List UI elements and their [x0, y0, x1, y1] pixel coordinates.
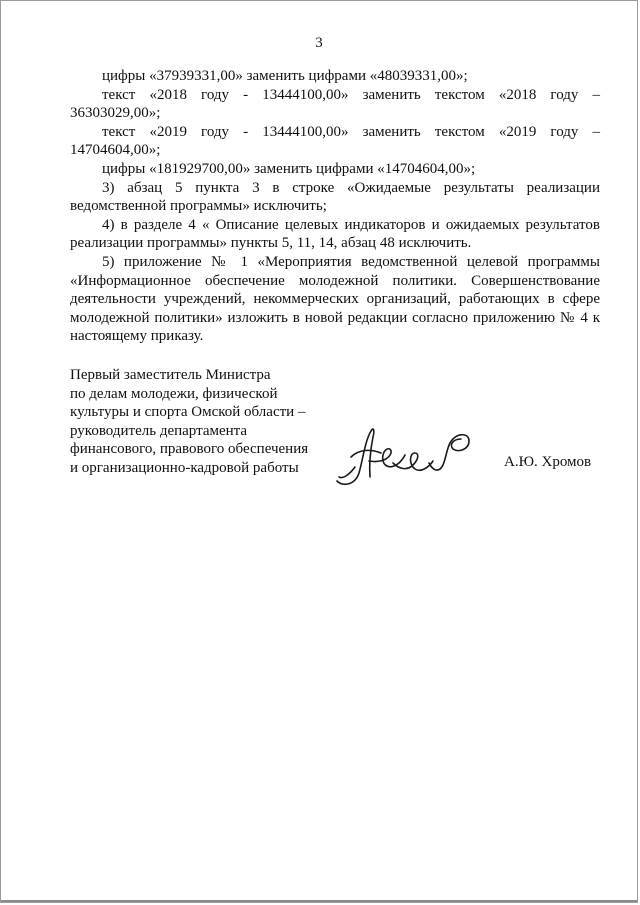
paragraph-replace-total: цифры «37939331,00» заменить цифрами «48039331,00»;	[102, 68, 468, 84]
position-line: Первый заместитель Министра	[70, 367, 271, 383]
paragraph-replace-2018: текст «2018 году - 13444100,00» заменить текстом «2018 году – 36303029,00»;	[70, 86, 600, 122]
signatory-position	[70, 366, 350, 478]
position-line: по делам молодежи, физической	[70, 385, 278, 402]
paragraph-item-3: 3) абзац 5 пункта 3 в строке «Ожидаемые результаты реализации ведомственной программы» исключить;	[70, 179, 600, 215]
paragraph-item-4: 4) в разделе 4 « Описание целевых индикаторов и ожидаемых результатов реализации программы» пункты 5, 11, 14, абзац 48 исключить.	[70, 216, 600, 252]
signatory-name: А.Ю. Хромов	[504, 454, 592, 470]
handwritten-signature	[329, 419, 481, 495]
position-line: руководитель департамента	[70, 422, 248, 439]
paragraph-replace-2019: текст «2019 году - 13444100,00» заменить текстом «2019 году – 14704604,00»;	[70, 123, 600, 159]
page-bottom-edge	[1, 900, 637, 902]
position-line: культуры и спорта Омской области –	[70, 404, 306, 421]
page-number: 3	[315, 35, 323, 51]
position-line: и организационно-кадровой работы	[70, 459, 299, 476]
position-line: финансового, правового обеспечения	[70, 441, 309, 458]
paragraph-item-5: 5) приложение № 1 «Мероприятия ведомственной целевой программы «Информационное обеспечение молодежной политики. Совершенствование деятельности учреждений, некоммерческих организаций, работающих в сфере молодежной политики» изложить в новой редакции согласно приложению № 4 к настоящему приказу.	[70, 253, 600, 345]
paragraph-replace-sum: цифры «181929700,00» заменить цифрами «14704604,00»;	[102, 160, 476, 177]
document-body	[70, 67, 600, 346]
